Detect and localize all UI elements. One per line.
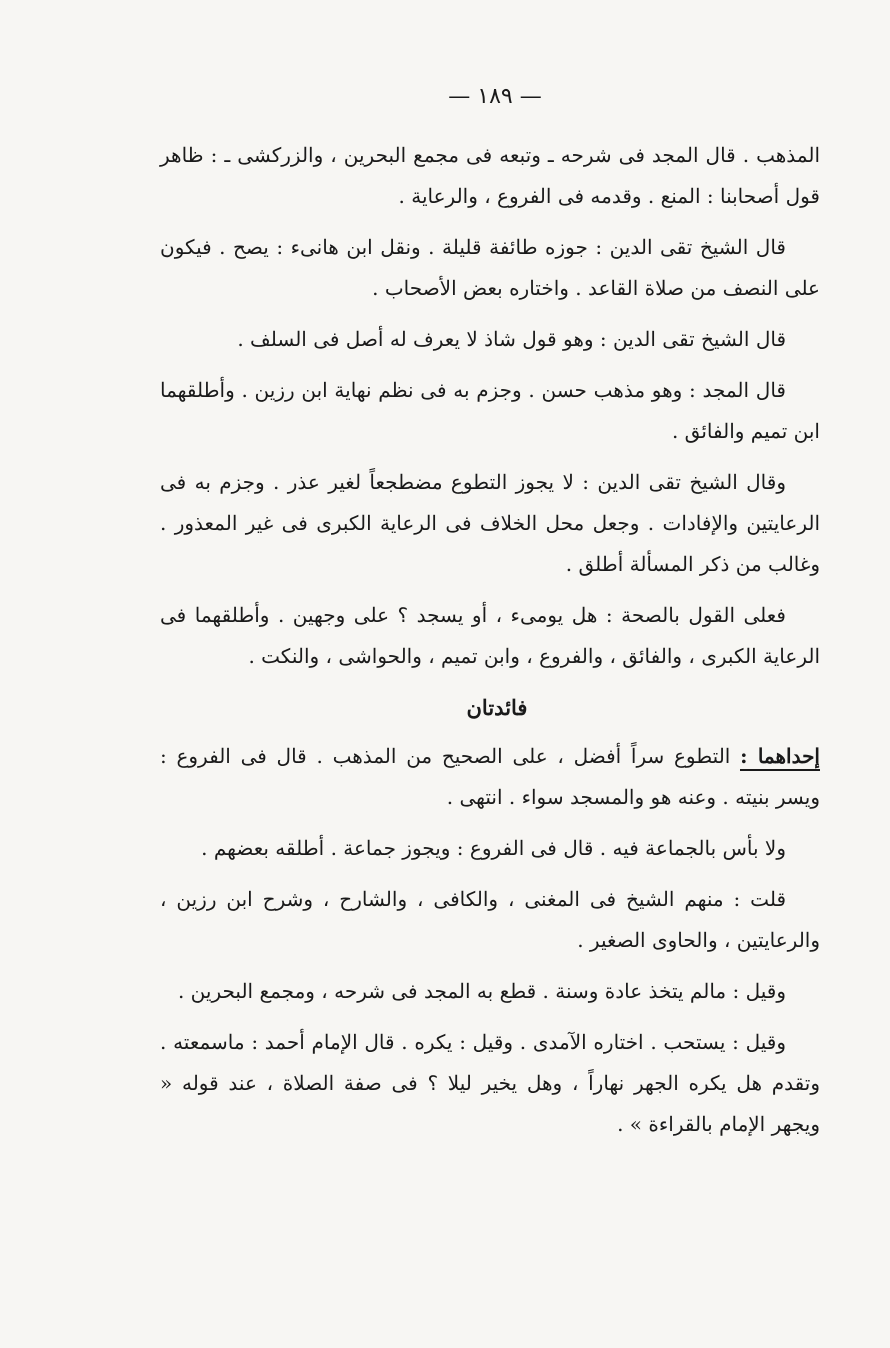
first-note-text: التطوع سراً أفضل ، على الصحيح من المذهب . قال فى الفروع : ويسر بنيته . وعنه هو والمسجد سواء . انتهى . (160, 744, 820, 809)
paragraphs-after (160, 828, 820, 1145)
paragraph: قال الشيخ تقى الدين : جوزه طائفة قليلة . ونقل ابن هانىء : يصح . فيكون على النصف من صلاة القاعد . واختاره بعض الأصحاب . (160, 235, 820, 300)
first-note-lead: إحداهما : (740, 744, 820, 771)
paragraph: قال الشيخ تقى الدين : وهو قول شاذ لا يعرف له أصل فى السلف . (237, 327, 786, 351)
paragraph: قال المجد : وهو مذهب حسن . وجزم به فى نظم نهاية ابن رزين . وأطلقهما ابن تميم والفائق . (160, 378, 820, 443)
page-number: — ١٨٩ — (448, 84, 542, 109)
first-note (160, 736, 820, 818)
paragraphs-before (160, 135, 820, 677)
paragraph: قلت : منهم الشيخ فى المغنى ، والكافى ، والشارح ، وشرح ابن رزين ، والرعايتين ، والحاوى الصغير . (160, 887, 820, 952)
body-text (160, 135, 820, 1145)
paragraph: وقيل : يستحب . اختاره الآمدى . وقيل : يكره . قال الإمام أحمد : ماسمعته . وتقدم هل يكره الجهر نهاراً ، وهل يخير ليلا ؟ فى صفة الصلاة ، عند قوله « ويجهر الإمام بالقراءة » . (160, 1030, 820, 1136)
paragraph: فعلى القول بالصحة : هل يومىء ، أو يسجد ؟ على وجهين . وأطلقهما فى الرعاية الكبرى ، والفائق ، والفروع ، وابن تميم ، والحواشى ، والنكت . (160, 603, 820, 668)
paragraph: وقيل : مالم يتخذ عادة وسنة . قطع به المجد فى شرحه ، ومجمع البحرين . (177, 979, 786, 1003)
paragraph: وقال الشيخ تقى الدين : لا يجوز التطوع مضطجعاً لغير عذر . وجزم به فى الرعايتين والإفادات . وجعل محل الخلاف فى الرعاية الكبرى فى غير المعذور . وغالب من ذكر المسألة أطلق . (160, 470, 820, 576)
section-heading: فائدتان (466, 695, 528, 720)
paragraph: ولا بأس بالجماعة فيه . قال فى الفروع : ويجوز جماعة . أطلقه بعضهم . (201, 836, 786, 860)
paragraph: المذهب . قال المجد فى شرحه ـ وتبعه فى مجمع البحرين ، والزركشى ـ : ظاهر قول أصحابنا : المنع . وقدمه فى الفروع ، والرعاية . (160, 143, 820, 208)
